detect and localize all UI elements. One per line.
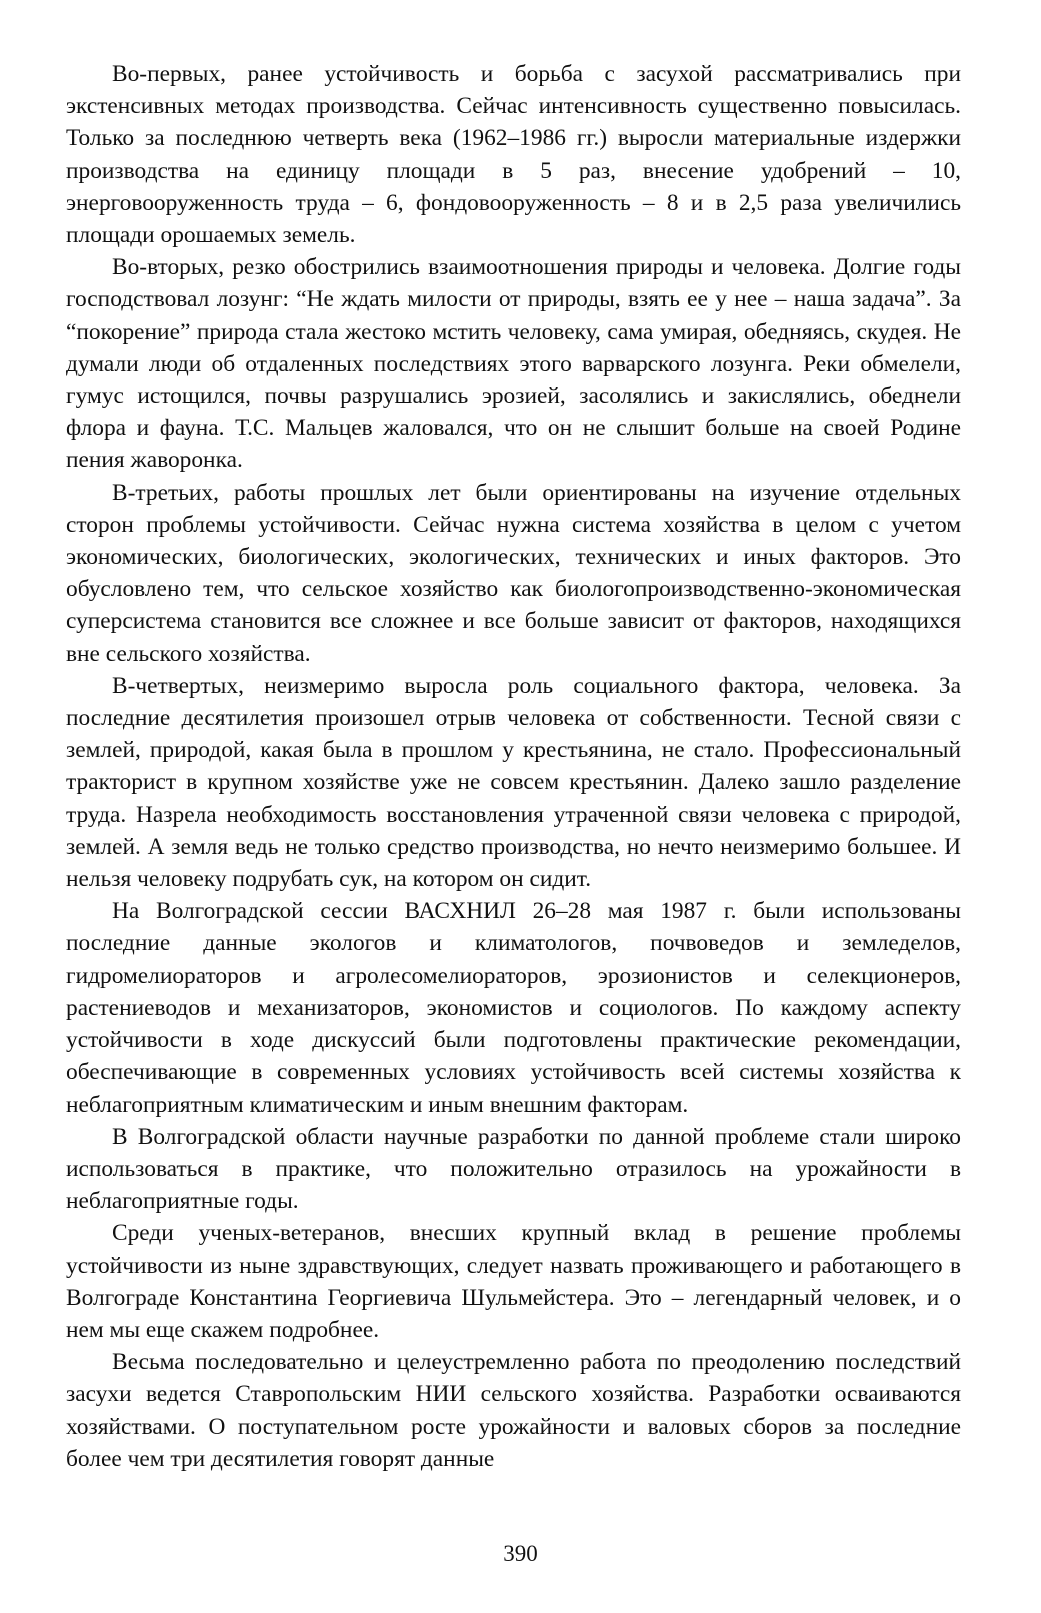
paragraph-8: Весьма последовательно и целеустремленно работа по преодолению последствий засухи ведется Ставропольским НИИ сельского хозяйства. Разработки осваиваются хозяйствами. О поступательном росте урожайности и валовых сборов за последние более чем три десятилетия говорят данные (66, 1349, 961, 1472)
paragraph-3: В-третьих, работы прошлых лет были ориентированы на изучение отдельных сторон проблемы устойчивости. Сейчас нужна система хозяйства в целом с учетом экономических, биологических, экологических, технических и иных факторов. Это обусловлено тем, что сельское хозяйство как биологопроизводственно-экономическая суперсистема становится все сложнее и все больше зависит от факторов, находящихся вне сельского хозяйства. (66, 479, 961, 667)
page-number: 390 (503, 1541, 538, 1566)
paragraph-5: На Волгоградской сессии ВАСХНИЛ 26–28 мая 1987 г. были использованы последние данные экологов и климатологов, почвоведов и земледелов, гидромелиораторов и агролесомелиораторов, эрозионистов и селекционеров, растениеводов и механизаторов, экономистов и социологов. По каждому аспекту устойчивости в ходе дискуссий были подготовлены практические рекомендации, обеспечивающие в современных условиях устойчивость всей системы хозяйства к неблагоприятным климатическим и иным внешним факторам. (66, 898, 961, 1118)
paragraph-6: В Волгоградской области научные разработки по данной проблеме стали широко использоваться в практике, что положительно отразилось на урожайности в неблагоприятные годы. (66, 1123, 961, 1215)
paragraph-7: Среди ученых-ветеранов, внесших крупный вклад в решение проблемы устойчивости из ныне здравствующих, следует назвать проживающего и работающего в Волгограде Константина Георгиевича Шульмейстера. Это – легендарный человек, и о нем мы еще скажем подробнее. (66, 1220, 961, 1343)
paragraph-1: Во-первых, ранее устойчивость и борьба с засухой рассматривались при экстенсивных методах производства. Сейчас интенсивность существенно повысилась. Только за последнюю четверть века (1962–1986 гг.) выросли материальные издержки производства на единицу площади в 5 раз, внесение удобрений – 10, энерговооруженность труда – 6, фондовооруженность – 8 и в 2,5 раза увеличились площади орошаемых земель. (66, 61, 961, 249)
paragraph-4: В-четвертых, неизмеримо выросла роль социального фактора, человека. За последние десятилетия произошел отрыв человека от собственности. Тесной связи с землей, природой, какая была в прошлом у крестьянина, не стало. Профессиональный тракторист в крупном хозяйстве уже не совсем крестьянин. Далеко зашло разделение труда. Назрела необходимость восстановления утраченной связи человека с природой, землей. А земля ведь не только средство производства, но нечто неизмеримо большее. И нельзя человеку подрубать сук, на котором он сидит. (66, 672, 961, 893)
page-body (66, 58, 961, 1475)
paragraph-2: Во-вторых, резко обострились взаимоотношения природы и человека. Долгие годы господствовал лозунг: “Не ждать милости от природы, взять ее у нее – наша задача”. За “покорение” природа стала жестоко мстить человеку, сама умирая, обедняясь, скудея. Не думали люди об отдаленных последствиях этого варварского лозунга. Реки обмелели, гумус истощился, почвы разрушались эрозией, засолялись и закислялись, обеднели флора и фауна. Т.С. Мальцев жаловался, что он не слышит больше на своей Родине пения жаворонка. (66, 254, 961, 474)
